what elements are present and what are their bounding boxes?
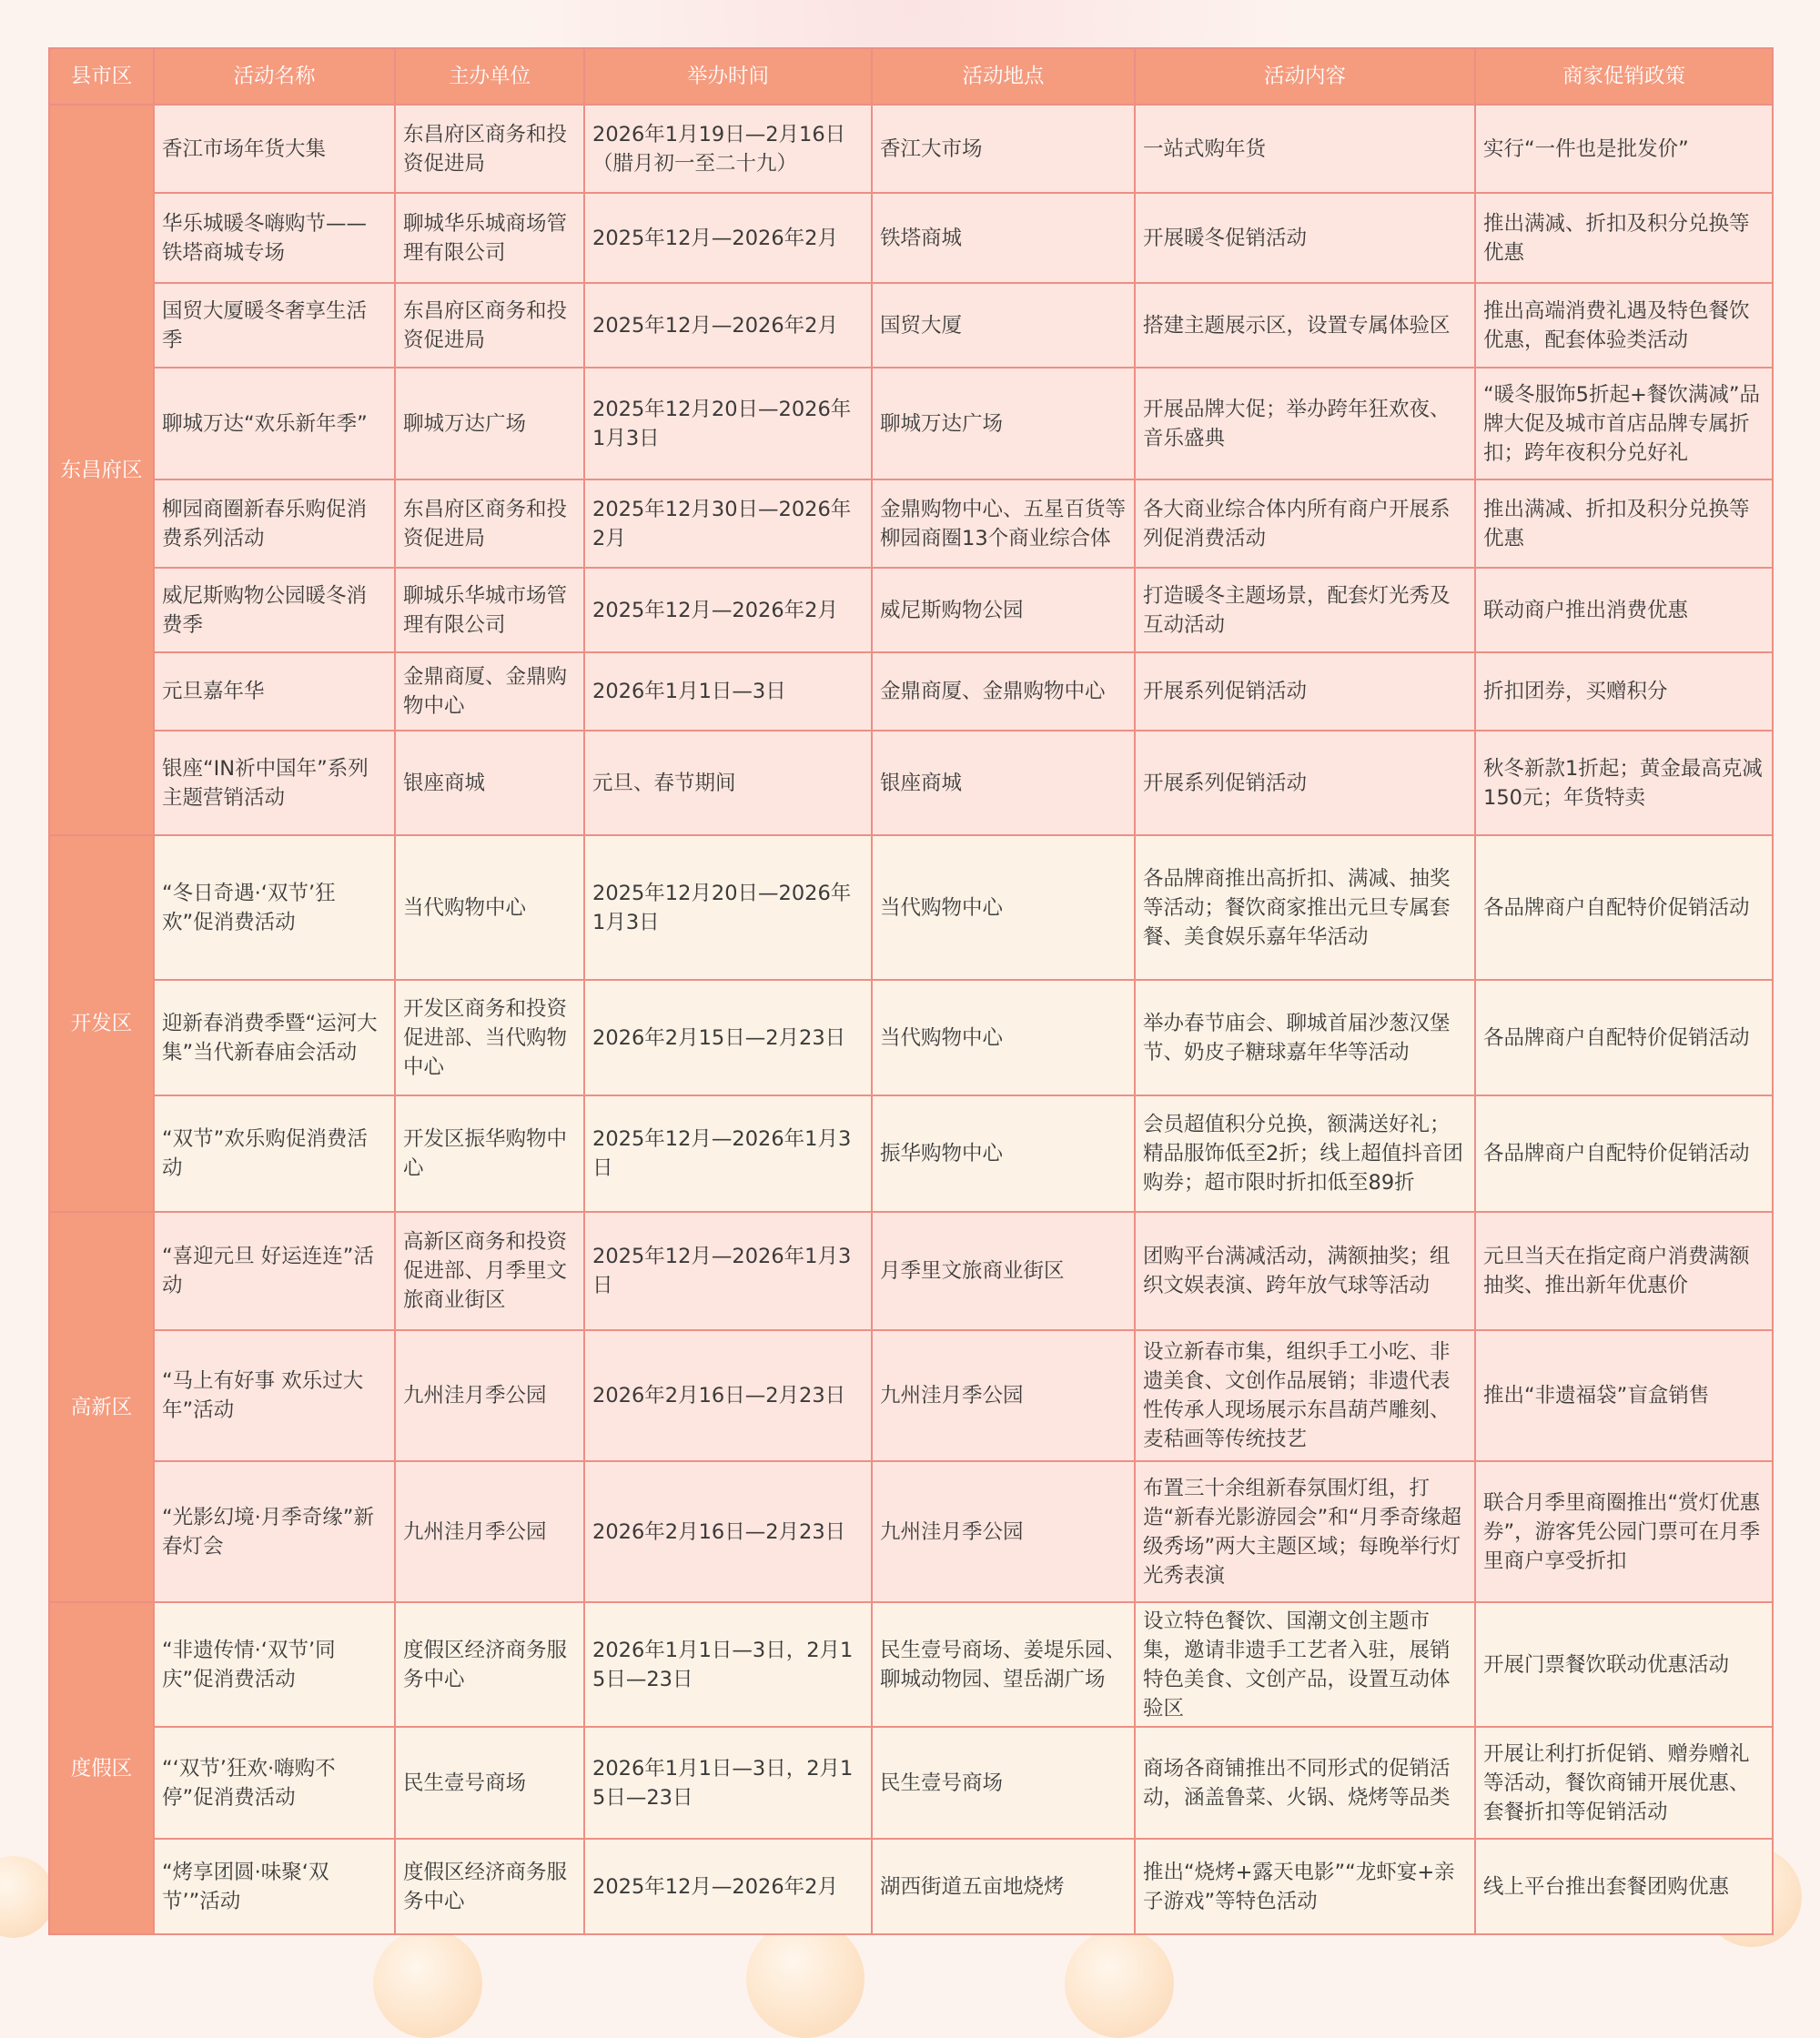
time-cell: 2026年2月15日—2月23日: [584, 980, 872, 1095]
policy-cell: 开展让利打折促销、赠券赠礼等活动，餐饮商铺开展优惠、套餐折扣等促销活动: [1475, 1727, 1773, 1839]
place-cell: 金鼎购物中心、五星百货等柳园商圈13个商业综合体: [872, 479, 1135, 568]
host-cell: 九州洼月季公园: [395, 1461, 584, 1602]
county-cell: 东昌府区: [49, 105, 154, 835]
policy-cell: “暖冬服饰5折起+餐饮满减”品牌大促及城市首店品牌专属折扣；跨年夜积分兑好礼: [1475, 368, 1773, 479]
activity-name-cell: 柳园商圈新春乐购促消费系列活动: [154, 479, 395, 568]
place-cell: 当代购物中心: [872, 980, 1135, 1095]
time-cell: 2025年12月20日—2026年1月3日: [584, 835, 872, 980]
place-cell: 月季里文旅商业街区: [872, 1212, 1135, 1330]
host-cell: 当代购物中心: [395, 835, 584, 980]
host-cell: 民生壹号商场: [395, 1727, 584, 1839]
activity-name-cell: “喜迎元旦 好运连连”活动: [154, 1212, 395, 1330]
table-row: [49, 1839, 1773, 1934]
header-host: 主办单位: [395, 48, 584, 105]
table-row: [49, 105, 1773, 193]
policy-cell: 推出满减、折扣及积分兑换等优惠: [1475, 193, 1773, 283]
content-cell: 商场各商铺推出不同形式的促销活动，涵盖鲁菜、火锅、烧烤等品类: [1135, 1727, 1475, 1839]
place-cell: 银座商城: [872, 731, 1135, 835]
place-cell: 民生壹号商场: [872, 1727, 1135, 1839]
table-row: [49, 731, 1773, 835]
content-cell: 开展暖冬促销活动: [1135, 193, 1475, 283]
header-policy: 商家促销政策: [1475, 48, 1773, 105]
activity-name-cell: “‘双节’狂欢·嗨购不停”促消费活动: [154, 1727, 395, 1839]
activity-name-cell: 银座“IN祈中国年”系列主题营销活动: [154, 731, 395, 835]
time-cell: 2026年2月16日—2月23日: [584, 1461, 872, 1602]
time-cell: 2026年1月1日—3日，2月15日—23日: [584, 1602, 872, 1727]
header-content: 活动内容: [1135, 48, 1475, 105]
policy-cell: 实行“一件也是批发价”: [1475, 105, 1773, 193]
time-cell: 2026年1月19日—2月16日（腊月初一至二十九）: [584, 105, 872, 193]
table-row: [49, 193, 1773, 283]
header-row: [49, 48, 1773, 105]
host-cell: 高新区商务和投资促进部、月季里文旅商业街区: [395, 1212, 584, 1330]
place-cell: 当代购物中心: [872, 835, 1135, 980]
time-cell: 2025年12月—2026年2月: [584, 193, 872, 283]
policy-cell: 开展门票餐饮联动优惠活动: [1475, 1602, 1773, 1727]
content-cell: 举办春节庙会、聊城首届沙葱汉堡节、奶皮子糖球嘉年华等活动: [1135, 980, 1475, 1095]
time-cell: 2025年12月30日—2026年2月: [584, 479, 872, 568]
time-cell: 2025年12月—2026年2月: [584, 1839, 872, 1934]
time-cell: 2025年12月20日—2026年1月3日: [584, 368, 872, 479]
place-cell: 国贸大厦: [872, 283, 1135, 368]
activity-name-cell: “非遗传情·‘双节’同庆”促消费活动: [154, 1602, 395, 1727]
table-row: [49, 1330, 1773, 1461]
place-cell: 铁塔商城: [872, 193, 1135, 283]
header-place: 活动地点: [872, 48, 1135, 105]
table-row: [49, 479, 1773, 568]
host-cell: 东昌府区商务和投资促进局: [395, 479, 584, 568]
activity-name-cell: 元旦嘉年华: [154, 652, 395, 731]
content-cell: 各大商业综合体内所有商户开展系列促消费活动: [1135, 479, 1475, 568]
policy-cell: 秋冬新款1折起；黄金最高克减150元；年货特卖: [1475, 731, 1773, 835]
activity-name-cell: 聊城万达“欢乐新年季”: [154, 368, 395, 479]
content-cell: 打造暖冬主题场景，配套灯光秀及互动活动: [1135, 568, 1475, 652]
host-cell: 银座商城: [395, 731, 584, 835]
content-cell: 设立特色餐饮、国潮文创主题市集，邀请非遗手工艺者入驻，展销特色美食、文创产品，设置互动体验区: [1135, 1602, 1475, 1727]
header-activity-name: 活动名称: [154, 48, 395, 105]
host-cell: 聊城万达广场: [395, 368, 584, 479]
activity-name-cell: 迎新春消费季暨“运河大集”当代新春庙会活动: [154, 980, 395, 1095]
place-cell: 九州洼月季公园: [872, 1461, 1135, 1602]
time-cell: 2026年2月16日—2月23日: [584, 1330, 872, 1461]
table-row: [49, 568, 1773, 652]
policy-cell: 各品牌商户自配特价促销活动: [1475, 980, 1773, 1095]
activity-name-cell: 国贸大厦暖冬奢享生活季: [154, 283, 395, 368]
host-cell: 九州洼月季公园: [395, 1330, 584, 1461]
activity-name-cell: “冬日奇遇·‘双节’狂欢”促消费活动: [154, 835, 395, 980]
policy-cell: 各品牌商户自配特价促销活动: [1475, 1095, 1773, 1212]
header-county: 县市区: [49, 48, 154, 105]
place-cell: 聊城万达广场: [872, 368, 1135, 479]
host-cell: 聊城华乐城商场管理有限公司: [395, 193, 584, 283]
table-row: [49, 835, 1773, 980]
activity-name-cell: “烤享团圆·味聚‘双节’”活动: [154, 1839, 395, 1934]
host-cell: 开发区振华购物中心: [395, 1095, 584, 1212]
policy-cell: 各品牌商户自配特价促销活动: [1475, 835, 1773, 980]
county-cell: 开发区: [49, 835, 154, 1212]
policy-cell: 联动商户推出消费优惠: [1475, 568, 1773, 652]
content-cell: 一站式购年货: [1135, 105, 1475, 193]
content-cell: 推出“烧烤+露天电影”“龙虾宴+亲子游戏”等特色活动: [1135, 1839, 1475, 1934]
place-cell: 民生壹号商场、姜堤乐园、聊城动物园、望岳湖广场: [872, 1602, 1135, 1727]
table-row: [49, 1461, 1773, 1602]
place-cell: 振华购物中心: [872, 1095, 1135, 1212]
content-cell: 搭建主题展示区，设置专属体验区: [1135, 283, 1475, 368]
time-cell: 2025年12月—2026年2月: [584, 283, 872, 368]
activity-name-cell: 香江市场年货大集: [154, 105, 395, 193]
table-row: [49, 980, 1773, 1095]
time-cell: 2025年12月—2026年2月: [584, 568, 872, 652]
time-cell: 2026年1月1日—3日: [584, 652, 872, 731]
activity-name-cell: “马上有好事 欢乐过大年”活动: [154, 1330, 395, 1461]
place-cell: 香江大市场: [872, 105, 1135, 193]
policy-cell: 推出高端消费礼遇及特色餐饮优惠，配套体验类活动: [1475, 283, 1773, 368]
host-cell: 金鼎商厦、金鼎购物中心: [395, 652, 584, 731]
content-cell: 设立新春市集，组织手工小吃、非遗美食、文创作品展销；非遗代表性传承人现场展示东昌葫芦雕刻、麦秸画等传统技艺: [1135, 1330, 1475, 1461]
table-row: [49, 652, 1773, 731]
content-cell: 开展系列促销活动: [1135, 731, 1475, 835]
place-cell: 九州洼月季公园: [872, 1330, 1135, 1461]
content-cell: 开展系列促销活动: [1135, 652, 1475, 731]
activities-table: [48, 47, 1774, 1935]
content-cell: 布置三十余组新春氛围灯组，打造“新春光影游园会”和“月季奇缘超级秀场”两大主题区域；每晚举行灯光秀表演: [1135, 1461, 1475, 1602]
decor-bubble: [746, 1920, 864, 2038]
policy-cell: 联合月季里商圈推出“赏灯优惠券”，游客凭公园门票可在月季里商户享受折扣: [1475, 1461, 1773, 1602]
place-cell: 金鼎商厦、金鼎购物中心: [872, 652, 1135, 731]
place-cell: 湖西街道五亩地烧烤: [872, 1839, 1135, 1934]
table-row: [49, 368, 1773, 479]
table-row: [49, 283, 1773, 368]
activity-name-cell: “光影幻境·月季奇缘”新春灯会: [154, 1461, 395, 1602]
place-cell: 威尼斯购物公园: [872, 568, 1135, 652]
policy-cell: 元旦当天在指定商户消费满额抽奖、推出新年优惠价: [1475, 1212, 1773, 1330]
host-cell: 度假区经济商务服务中心: [395, 1839, 584, 1934]
activity-name-cell: “双节”欢乐购促消费活动: [154, 1095, 395, 1212]
policy-cell: 线上平台推出套餐团购优惠: [1475, 1839, 1773, 1934]
time-cell: 2026年1月1日—3日，2月15日—23日: [584, 1727, 872, 1839]
content-cell: 开展品牌大促；举办跨年狂欢夜、音乐盛典: [1135, 368, 1475, 479]
county-cell: 高新区: [49, 1212, 154, 1602]
time-cell: 2025年12月—2026年1月3日: [584, 1095, 872, 1212]
policy-cell: 推出满减、折扣及积分兑换等优惠: [1475, 479, 1773, 568]
host-cell: 东昌府区商务和投资促进局: [395, 283, 584, 368]
table-row: [49, 1212, 1773, 1330]
time-cell: 2025年12月—2026年1月3日: [584, 1212, 872, 1330]
host-cell: 东昌府区商务和投资促进局: [395, 105, 584, 193]
header-time: 举办时间: [584, 48, 872, 105]
table-row: [49, 1727, 1773, 1839]
content-cell: 各品牌商推出高折扣、满减、抽奖等活动；餐饮商家推出元旦专属套餐、美食娱乐嘉年华活动: [1135, 835, 1475, 980]
content-cell: 会员超值积分兑换，额满送好礼；精品服饰低至2折；线上超值抖音团购券；超市限时折扣低至89折: [1135, 1095, 1475, 1212]
host-cell: 度假区经济商务服务中心: [395, 1602, 584, 1727]
decor-bubble: [373, 1929, 482, 2038]
policy-cell: 推出“非遗福袋”盲盒销售: [1475, 1330, 1773, 1461]
host-cell: 开发区商务和投资促进部、当代购物中心: [395, 980, 584, 1095]
time-cell: 元旦、春节期间: [584, 731, 872, 835]
content-cell: 团购平台满减活动，满额抽奖；组织文娱表演、跨年放气球等活动: [1135, 1212, 1475, 1330]
decor-bubble: [1065, 1929, 1174, 2038]
host-cell: 聊城乐华城市场管理有限公司: [395, 568, 584, 652]
activity-name-cell: 威尼斯购物公园暖冬消费季: [154, 568, 395, 652]
activity-name-cell: 华乐城暖冬嗨购节——铁塔商城专场: [154, 193, 395, 283]
table-row: [49, 1602, 1773, 1727]
county-cell: 度假区: [49, 1602, 154, 1934]
table-row: [49, 1095, 1773, 1212]
policy-cell: 折扣团券，买赠积分: [1475, 652, 1773, 731]
